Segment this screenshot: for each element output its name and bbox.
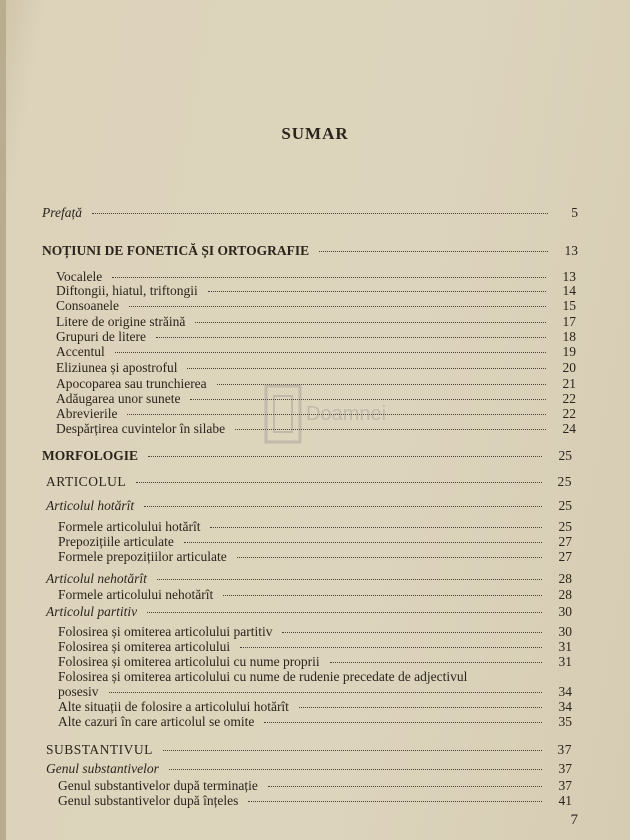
toc-label: Litere de origine străină xyxy=(56,314,186,329)
toc-label: Articolul hotărît xyxy=(46,498,135,513)
toc-label: Folosirea și omiterea articolului partitiv xyxy=(58,624,273,639)
toc-leader xyxy=(187,368,546,369)
toc-row xyxy=(46,499,572,513)
toc-page: 30 xyxy=(558,604,572,619)
toc-row xyxy=(56,299,576,313)
toc-leader xyxy=(282,632,542,633)
toc-label: Articolul nehotărît xyxy=(46,571,147,586)
toc-label: Eliziunea și apostroful xyxy=(56,360,178,375)
toc-leader xyxy=(210,527,542,528)
toc-chapter-label: SUBSTANTIVUL xyxy=(46,742,153,757)
watermark-logo xyxy=(262,380,402,450)
toc-leader xyxy=(268,786,542,787)
toc-label: Alte situații de folosire a articolului hotărît xyxy=(58,699,289,714)
toc-row xyxy=(56,315,576,329)
toc-row xyxy=(58,588,572,602)
toc-page: 14 xyxy=(562,283,576,298)
toc-label: Adăugarea unor sunete xyxy=(56,391,181,406)
toc-row xyxy=(58,779,572,793)
toc-chapter-label: ARTICOLUL xyxy=(46,474,127,489)
toc-page: 41 xyxy=(558,793,572,808)
toc-page: 31 xyxy=(558,654,572,669)
toc-label: Articolul partitiv xyxy=(46,604,138,619)
toc-page: 22 xyxy=(562,391,576,406)
toc-page: 21 xyxy=(562,376,576,391)
toc-leader xyxy=(147,612,542,613)
toc-leader xyxy=(184,542,542,543)
toc-leader xyxy=(195,322,546,323)
toc-page: 35 xyxy=(558,714,572,729)
toc-label: Prepozițiile articulate xyxy=(58,534,174,549)
toc-page: 25 xyxy=(558,498,572,513)
toc-label: Genul substantivelor după înțeles xyxy=(58,793,239,808)
toc-page: 13 xyxy=(562,269,576,284)
toc-page: 24 xyxy=(562,421,576,436)
toc-label: Diftongii, hiatul, triftongii xyxy=(56,283,198,298)
toc-leader xyxy=(144,506,542,507)
toc-row xyxy=(42,206,578,220)
toc-label: Accentul xyxy=(56,344,105,359)
toc-section-label: MORFOLOGIE xyxy=(42,448,139,463)
toc-label: Formele articolului nehotărît xyxy=(58,587,214,602)
toc-leader xyxy=(169,769,542,770)
toc-row xyxy=(56,361,576,375)
toc-page: 31 xyxy=(558,639,572,654)
toc-section-label: NOȚIUNI DE FONETICĂ ȘI ORTOGRAFIE xyxy=(42,243,310,258)
toc-label: Grupuri de litere xyxy=(56,329,146,344)
toc-row xyxy=(58,655,572,669)
toc-label: Despărțirea cuvintelor în silabe xyxy=(56,421,226,436)
toc-label-wrapped: Folosirea și omiterea articolului cu nume de rudenie precedate de adjectivul xyxy=(58,669,468,684)
toc-row xyxy=(58,700,572,714)
toc-label: Vocalele xyxy=(56,269,103,284)
toc-row xyxy=(42,449,572,463)
toc-page: 37 xyxy=(558,761,572,776)
toc-label: Abrevierile xyxy=(56,406,118,421)
watermark-text: Doamnei xyxy=(306,403,387,425)
toc-row xyxy=(56,330,576,344)
toc-row xyxy=(46,743,572,757)
toc-page: 27 xyxy=(558,534,572,549)
toc-row xyxy=(56,270,576,284)
page-title: SUMAR xyxy=(281,124,349,143)
toc-row xyxy=(56,345,576,359)
toc-page: 5 xyxy=(571,205,578,220)
toc-page: 34 xyxy=(558,684,572,699)
toc-row xyxy=(58,625,572,639)
toc-page: 27 xyxy=(558,549,572,564)
toc-leader xyxy=(129,306,546,307)
toc-row xyxy=(46,572,572,586)
toc-page: 13 xyxy=(564,243,578,258)
toc-row xyxy=(42,244,578,258)
toc-label: posesiv xyxy=(58,684,99,699)
toc-row xyxy=(58,685,572,699)
toc-leader xyxy=(136,482,542,483)
toc-row xyxy=(58,794,572,808)
toc-page: 34 xyxy=(558,699,572,714)
toc-label: Alte cazuri în care articolul se omite xyxy=(58,714,255,729)
toc-leader xyxy=(115,352,546,353)
toc-page: 22 xyxy=(562,406,576,421)
toc-page: 18 xyxy=(562,329,576,344)
toc-leader xyxy=(248,801,542,802)
toc-page: 28 xyxy=(558,571,572,586)
toc-row xyxy=(46,762,572,776)
toc-page: 37 xyxy=(557,742,572,757)
toc-leader xyxy=(148,456,542,457)
toc-page: 15 xyxy=(562,298,576,313)
toc-label: Folosirea și omiterea articolului xyxy=(58,639,231,654)
toc-label: Apocoparea sau trunchierea xyxy=(56,376,207,391)
toc-leader xyxy=(163,750,542,751)
toc-row xyxy=(58,520,572,534)
toc-row xyxy=(58,715,572,729)
page-number: 7 xyxy=(570,812,578,828)
toc-row xyxy=(58,535,572,549)
toc-page: 25 xyxy=(558,519,572,534)
toc-page: 20 xyxy=(562,360,576,375)
toc-leader xyxy=(156,337,546,338)
toc-leader xyxy=(223,595,542,596)
toc-row xyxy=(58,550,572,564)
toc-label: Formele articolului hotărît xyxy=(58,519,201,534)
toc-page: 30 xyxy=(558,624,572,639)
toc-leader xyxy=(240,647,542,648)
toc-row xyxy=(56,284,576,298)
toc-label: Genul substantivelor după terminație xyxy=(58,778,258,793)
toc-row xyxy=(58,640,572,654)
toc-page: 25 xyxy=(557,474,572,489)
toc-leader xyxy=(319,251,548,252)
toc-label: Consoanele xyxy=(56,298,119,313)
toc-page: 37 xyxy=(558,778,572,793)
toc-leader xyxy=(112,277,546,278)
toc-leader xyxy=(330,662,542,663)
toc-leader xyxy=(237,557,542,558)
toc-leader xyxy=(92,213,548,214)
toc-page: 28 xyxy=(558,587,572,602)
toc-label: Genul substantivelor xyxy=(46,761,159,776)
toc-leader xyxy=(208,291,546,292)
toc-page: 25 xyxy=(558,448,572,463)
toc-page: 17 xyxy=(562,314,576,329)
toc-row xyxy=(46,605,572,619)
toc-label: Folosirea și omiterea articolului cu nume proprii xyxy=(58,654,320,669)
toc-leader xyxy=(109,692,543,693)
toc-leader xyxy=(299,707,542,708)
toc-leader xyxy=(157,579,542,580)
toc-leader xyxy=(264,722,542,723)
toc-page: 19 xyxy=(562,344,576,359)
toc-label: Formele prepozițiilor articulate xyxy=(58,549,227,564)
toc-label: Prefață xyxy=(42,205,82,220)
toc-row xyxy=(46,475,572,489)
